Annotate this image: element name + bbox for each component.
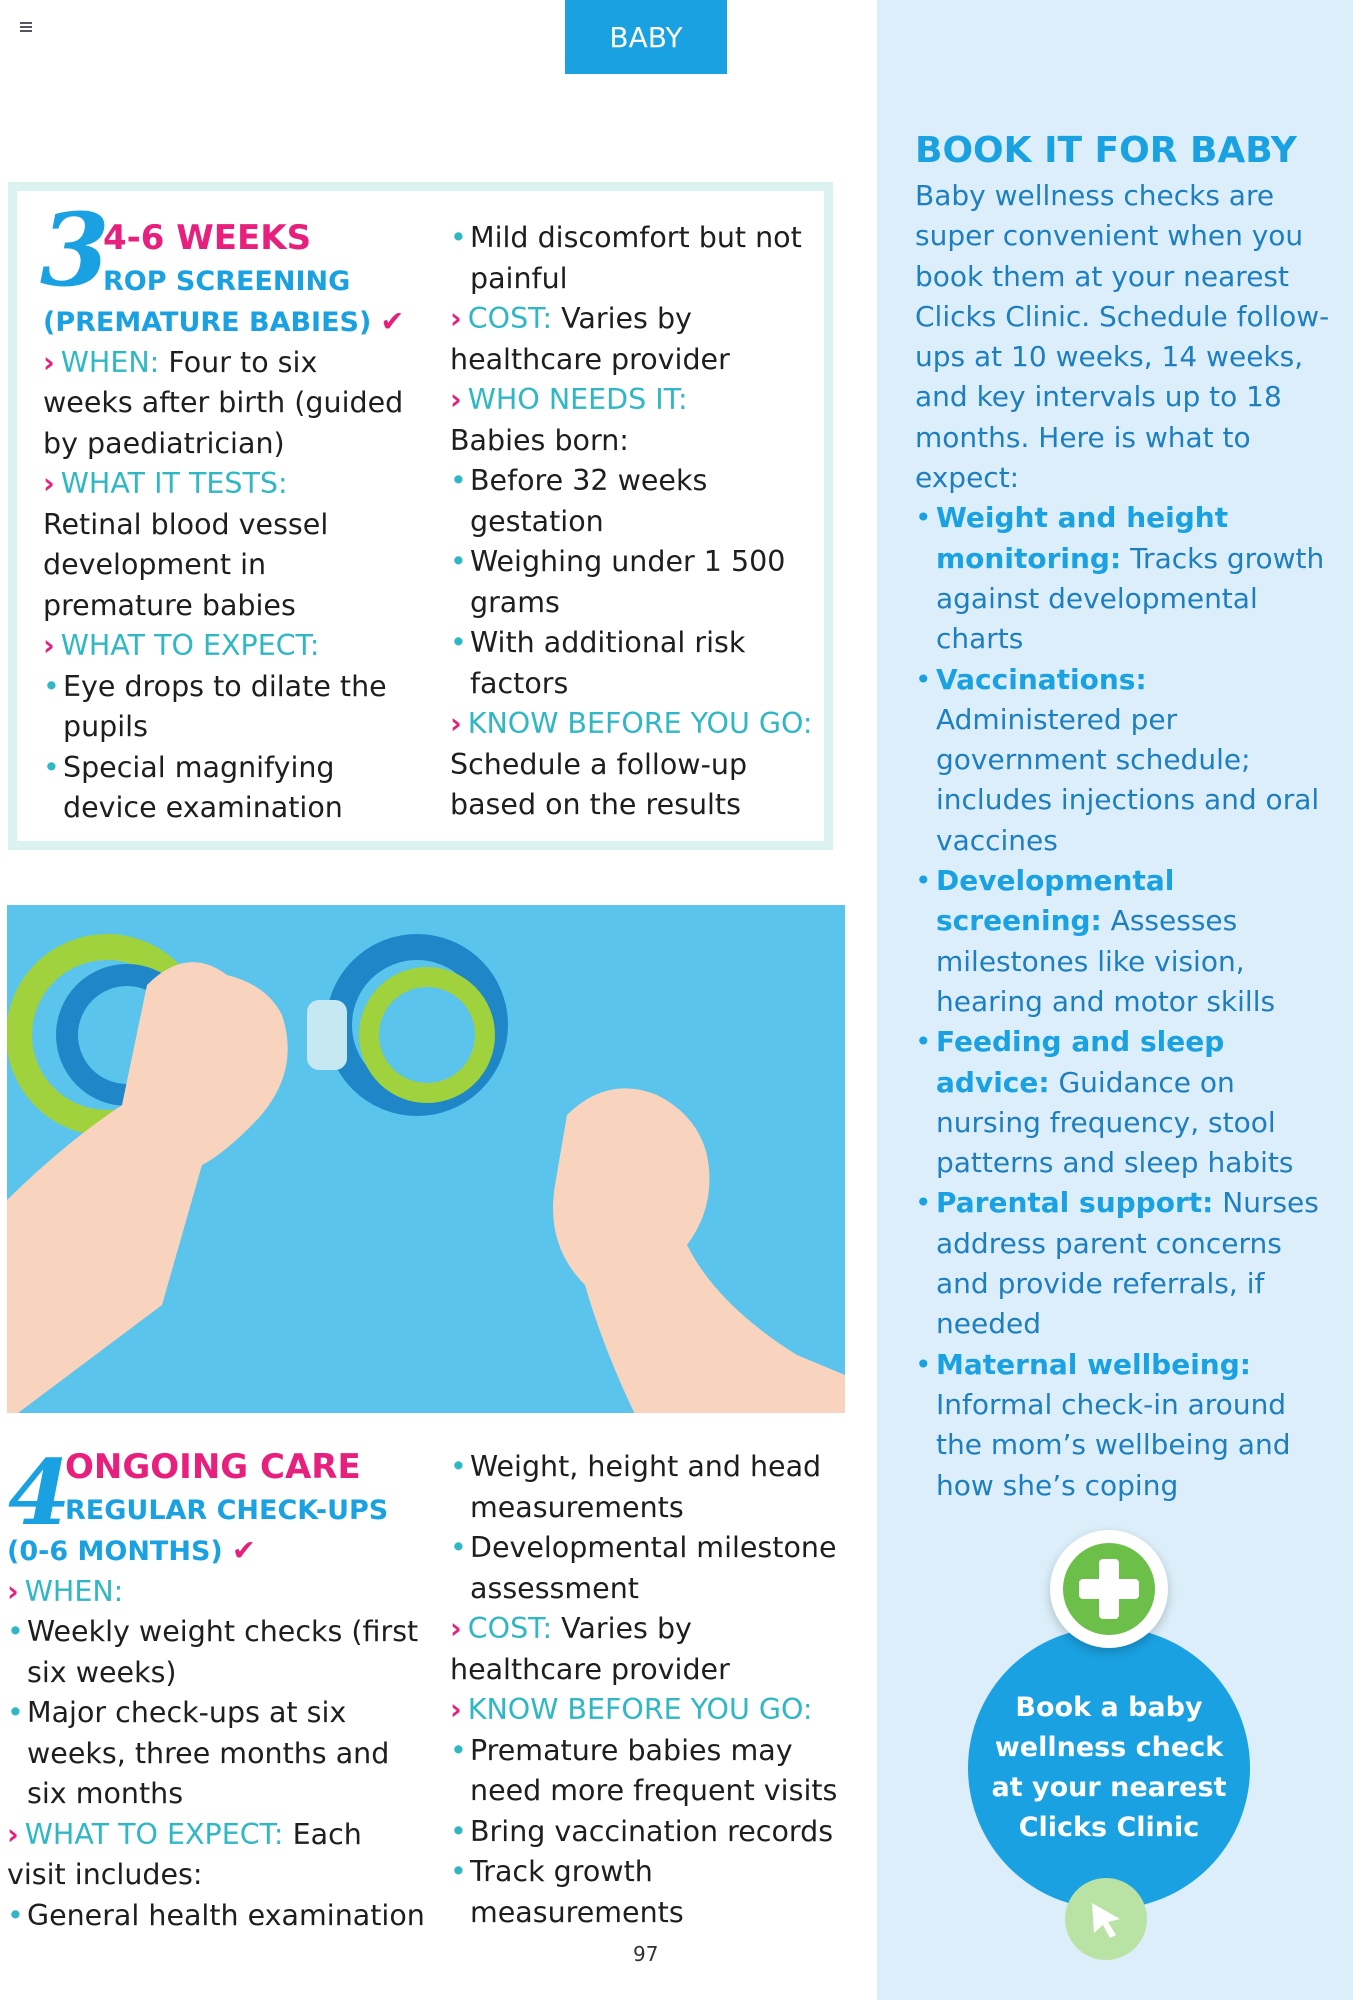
list-item: • Developmental milestone assessment xyxy=(450,1528,840,1609)
sidebar-title: BOOK IT FOR BABY xyxy=(915,130,1297,171)
chevron-right-icon: › xyxy=(7,1817,19,1851)
cursor-icon xyxy=(1065,1878,1147,1960)
section-4-number: 4 xyxy=(8,1440,71,1546)
section-4-right-column: • Weight, height and head measurements • Developmental milestone assessment › COST: Varies by healthcare provider › KNOW BEFORE YOU GO: • Premature babies may need more frequent visits • Bring vaccination records • Track growth measurements xyxy=(450,1447,840,1933)
list-item: • General health examination xyxy=(7,1896,427,1937)
chevron-right-icon: › xyxy=(43,467,55,500)
chevron-right-icon: › xyxy=(450,383,462,416)
toy-connector-icon xyxy=(307,1000,347,1070)
chevron-right-icon: › xyxy=(43,345,55,379)
list-item: • Weighing under 1 500 grams xyxy=(450,542,820,623)
section-3-subtitle2: (PREMATURE BABIES) xyxy=(43,306,372,338)
list-item: • Major check-ups at six weeks, three months and six months xyxy=(7,1693,427,1815)
section-4-subtitle: REGULAR CHECK-UPS xyxy=(65,1494,389,1526)
hamburger-icon[interactable] xyxy=(20,22,32,31)
checkmark-icon: ✔ xyxy=(380,304,405,338)
list-item: • Premature babies may need more frequent visits xyxy=(450,1731,840,1812)
plus-icon xyxy=(1050,1530,1168,1648)
list-item: • Feeding and sleep advice: Guidance on nursing frequency, stool patterns and sleep habits xyxy=(915,1022,1335,1183)
list-item: • Bring vaccination records xyxy=(450,1812,840,1853)
section-3-left-column: 4-6 WEEKS ROP SCREENING (PREMATURE BABIES) ✔ › WHEN: Four to six weeks after birth (guided by paediatrician) › WHAT IT TESTS: Retinal blood vessel development in premature babies › WHAT TO EXPECT: • Eye drops to dilate the pupils • Special magnifying device examination xyxy=(43,218,413,829)
section-4-title: ONGOING CARE xyxy=(65,1447,361,1487)
baby-hands-illustration xyxy=(7,905,845,1413)
section-4-subtitle2: (0-6 MONTHS) xyxy=(7,1535,223,1567)
list-item: • Maternal wellbeing: Informal check-in around the mom’s wellbeing and how she’s coping xyxy=(915,1345,1335,1506)
section-4-left-column: ONGOING CARE REGULAR CHECK-UPS (0-6 MONTHS) ✔ › WHEN: • Weekly weight checks (first six weeks) • Major check-ups at six weeks, three months and six months › WHAT TO EXPECT: Each visit includes: • General health examination xyxy=(7,1447,427,1936)
list-item: • Track growth measurements xyxy=(450,1852,840,1933)
section-3-subtitle: ROP SCREENING xyxy=(103,265,351,297)
list-item: • Weight and height monitoring: Tracks growth against developmental charts xyxy=(915,498,1335,659)
list-item: • Weight, height and head measurements xyxy=(450,1447,840,1528)
baby-hands-photo xyxy=(7,905,845,1413)
list-item: • Special magnifying device examination xyxy=(43,748,413,829)
list-item: • Weekly weight checks (first six weeks) xyxy=(7,1612,427,1693)
sidebar-body xyxy=(915,176,1335,1506)
section-tab-baby[interactable]: BABY xyxy=(565,0,727,74)
section-3-title: 4-6 WEEKS xyxy=(103,218,312,258)
page-number: 97 xyxy=(633,1942,659,1966)
list-item: • Mild discomfort but not painful xyxy=(450,218,820,299)
chevron-right-icon: › xyxy=(450,302,462,335)
list-item: • With additional risk factors xyxy=(450,623,820,704)
chevron-right-icon: › xyxy=(7,1574,19,1608)
chevron-right-icon: › xyxy=(450,1612,462,1645)
list-item: • Parental support: Nurses address parent concerns and provide referrals, if needed xyxy=(915,1183,1335,1344)
list-item: • Before 32 weeks gestation xyxy=(450,461,820,542)
sidebar-intro: Baby wellness checks are super convenient when you book them at your nearest Clicks Clinic. Schedule follow-ups at 10 weeks, 14 weeks, and key intervals up to 18 months. Here is what to expect: xyxy=(915,179,1330,495)
chevron-right-icon: › xyxy=(450,1693,462,1726)
chevron-right-icon: › xyxy=(450,707,462,740)
list-item: • Eye drops to dilate the pupils xyxy=(43,667,413,748)
chevron-right-icon: › xyxy=(43,629,55,662)
section-3-right-column: • Mild discomfort but not painful › COST: Varies by healthcare provider › WHO NEEDS IT: Babies born: • Before 32 weeks gestation • Weighing under 1 500 grams • With additional risk factors › KNOW BEFORE YOU GO: Schedule a follow-up based on the results xyxy=(450,218,820,826)
checkmark-icon: ✔ xyxy=(231,1533,256,1567)
book-wellness-check-button[interactable]: Book a baby wellness check at your nearest Clicks Clinic xyxy=(968,1627,1250,1909)
list-item: • Developmental screening: Assesses milestones like vision, hearing and motor skills xyxy=(915,861,1335,1022)
list-item: • Vaccinations: Administered per government schedule; includes injections and oral vaccines xyxy=(915,660,1335,861)
section-3-number: 3 xyxy=(40,191,110,309)
